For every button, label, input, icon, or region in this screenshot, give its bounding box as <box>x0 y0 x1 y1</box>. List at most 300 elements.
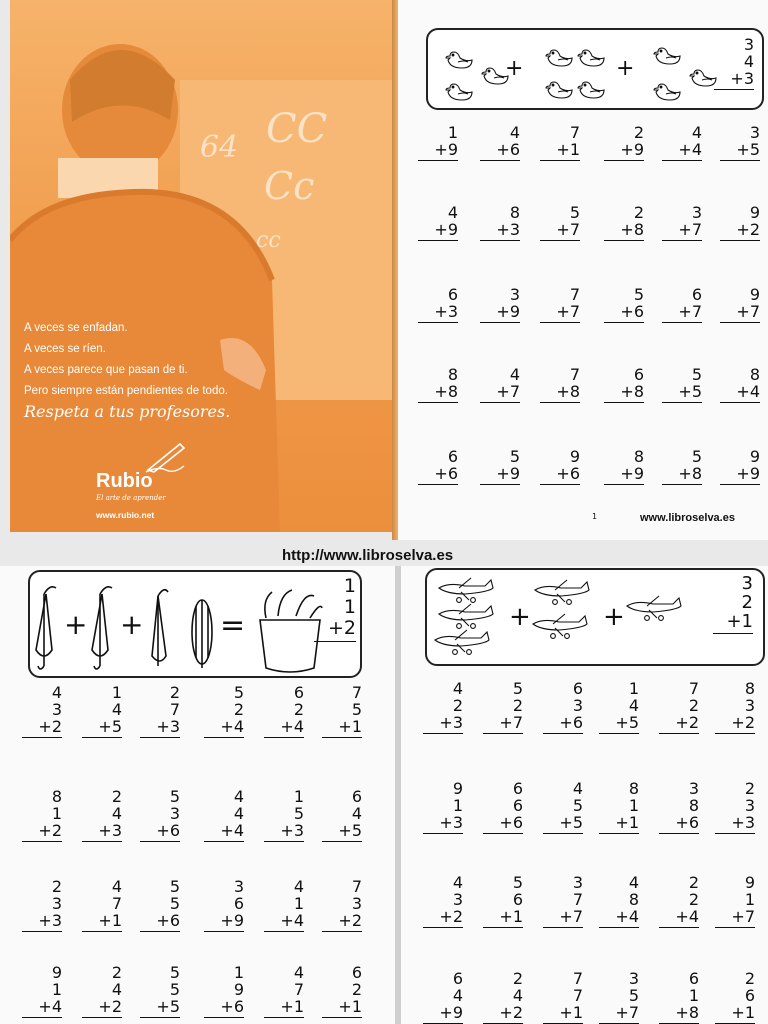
operand: 1 <box>628 679 639 698</box>
operand: 6 <box>293 683 304 702</box>
addition-exercise <box>540 204 580 241</box>
addition-exercise <box>715 780 755 834</box>
operand: +5 <box>615 713 639 732</box>
operand: 2 <box>688 696 699 715</box>
addition-exercise <box>599 874 639 928</box>
answer-line <box>483 833 523 834</box>
addition-exercise <box>604 286 644 323</box>
answer-line <box>480 484 520 485</box>
operand: 9 <box>51 963 62 982</box>
operand: +9 <box>620 140 644 159</box>
operand: +7 <box>496 382 520 401</box>
answer-line <box>82 1017 122 1018</box>
answer-line <box>599 733 639 734</box>
operand: +3 <box>156 717 180 736</box>
board-text: cc <box>256 228 281 253</box>
addition-exercise <box>418 124 458 161</box>
answer-line <box>204 1017 244 1018</box>
answer-line <box>662 402 702 403</box>
operand: 3 <box>51 894 62 913</box>
answer-line <box>423 833 463 834</box>
answer-line <box>540 484 580 485</box>
operand: 2 <box>688 873 699 892</box>
operand: 1 <box>688 986 699 1005</box>
operand: 3 <box>744 796 755 815</box>
operand: +8 <box>678 464 702 483</box>
operand: +9 <box>434 140 458 159</box>
addition-exercise <box>540 124 580 161</box>
operand: 5 <box>572 796 583 815</box>
operand: 9 <box>569 447 580 466</box>
answer-line <box>662 160 702 161</box>
operand: 9 <box>749 203 760 222</box>
operand: 2 <box>111 787 122 806</box>
operand: +4 <box>280 717 304 736</box>
operand: 6 <box>233 894 244 913</box>
addition-exercise <box>659 970 699 1024</box>
operand: 5 <box>169 894 180 913</box>
operand: +3 <box>496 220 520 239</box>
addition-exercise <box>264 684 304 738</box>
answer-line <box>483 927 523 928</box>
operand: +6 <box>496 140 520 159</box>
operand: +3 <box>38 911 62 930</box>
operand: 4 <box>233 804 244 823</box>
operand: +8 <box>620 382 644 401</box>
answer-line <box>140 841 180 842</box>
operand: 1 <box>452 796 463 815</box>
addition-exercise <box>322 964 362 1018</box>
operand: 9 <box>749 447 760 466</box>
addition-exercise <box>543 970 583 1024</box>
operand: +3 <box>98 821 122 840</box>
board-text: 64 <box>200 130 239 165</box>
addition-exercise <box>662 286 702 323</box>
page-number: 1 <box>592 512 598 521</box>
operand: +4 <box>736 382 760 401</box>
addition-exercise <box>483 970 523 1024</box>
addition-exercise <box>418 204 458 241</box>
operand: 3 <box>572 873 583 892</box>
addition-exercise <box>140 684 180 738</box>
operand: 2 <box>633 123 644 142</box>
operand: 8 <box>688 796 699 815</box>
operand: 1 <box>233 963 244 982</box>
answer-line <box>540 240 580 241</box>
operand: +9 <box>439 1003 463 1022</box>
answer-line <box>662 240 702 241</box>
operand: +1 <box>338 997 362 1016</box>
addition-exercise <box>604 366 644 403</box>
operand: 3 <box>744 696 755 715</box>
addition-exercise <box>720 366 760 403</box>
operand: 5 <box>233 683 244 702</box>
addition-exercise <box>662 124 702 161</box>
operand: +2 <box>439 907 463 926</box>
operand: 8 <box>628 779 639 798</box>
operand: 4 <box>572 779 583 798</box>
operand: +6 <box>675 813 699 832</box>
operand: 3 <box>233 877 244 896</box>
operand: 4 <box>233 787 244 806</box>
answer-line <box>418 160 458 161</box>
duck-icon <box>428 30 728 108</box>
answer-line <box>418 484 458 485</box>
answer-line <box>82 931 122 932</box>
operand: 2 <box>452 696 463 715</box>
addition-exercise <box>423 680 463 734</box>
operand: 3 <box>51 700 62 719</box>
plus-sign: + <box>120 608 144 641</box>
operand: +1 <box>280 997 304 1016</box>
operand: 8 <box>744 679 755 698</box>
operand: 2 <box>233 700 244 719</box>
operand: 2 <box>293 700 304 719</box>
addition-exercise <box>82 878 122 932</box>
operand: 8 <box>628 890 639 909</box>
operand: 6 <box>512 779 523 798</box>
operand: +9 <box>496 302 520 321</box>
operand: +6 <box>556 464 580 483</box>
answer-line <box>715 733 755 734</box>
footer-url: www.libroselva.es <box>640 512 735 524</box>
operand: +2 <box>38 717 62 736</box>
addition-exercise <box>423 874 463 928</box>
example-sum: 3 4 +3 <box>714 36 754 90</box>
addition-exercise <box>418 286 458 323</box>
operand: 6 <box>512 796 523 815</box>
answer-line <box>604 402 644 403</box>
plus-sign: + <box>505 56 524 81</box>
operand: +5 <box>559 813 583 832</box>
operand: +7 <box>678 302 702 321</box>
addition-exercise <box>483 680 523 734</box>
operand: 6 <box>691 285 702 304</box>
operand: 8 <box>509 203 520 222</box>
operand: 3 <box>691 203 702 222</box>
operand: 7 <box>569 365 580 384</box>
answer-line <box>418 322 458 323</box>
operand: 5 <box>569 203 580 222</box>
operand: 1 <box>51 804 62 823</box>
operand: 3 <box>749 123 760 142</box>
addition-exercise <box>480 366 520 403</box>
answer-line <box>715 927 755 928</box>
brand-url: www.rubio.net <box>96 510 155 520</box>
addition-exercise <box>540 366 580 403</box>
addition-exercise <box>599 970 639 1024</box>
operand: 1 <box>744 890 755 909</box>
operand: 6 <box>572 679 583 698</box>
addition-exercise <box>418 366 458 403</box>
addition-exercise <box>82 684 122 738</box>
operand: 7 <box>569 123 580 142</box>
operand: 8 <box>51 787 62 806</box>
pen-logo-icon <box>144 440 188 474</box>
answer-line <box>599 927 639 928</box>
answer-line <box>22 931 62 932</box>
operand: +9 <box>220 911 244 930</box>
operand: 5 <box>691 365 702 384</box>
operand: +7 <box>556 220 580 239</box>
operand: 9 <box>749 285 760 304</box>
example-box <box>28 570 362 678</box>
operand: +6 <box>434 464 458 483</box>
worksheet-page-1 <box>398 0 768 540</box>
answer-line <box>604 484 644 485</box>
operand: +5 <box>156 997 180 1016</box>
operand: 8 <box>633 447 644 466</box>
operand: 6 <box>351 963 362 982</box>
operand: 9 <box>233 980 244 999</box>
cover-script-text: Respeta a tus profesores. <box>24 402 231 421</box>
operand: 3 <box>452 890 463 909</box>
operand: +1 <box>731 1003 755 1022</box>
operand: 3 <box>351 894 362 913</box>
answer-line <box>140 931 180 932</box>
answer-line <box>720 160 760 161</box>
answer-line <box>480 322 520 323</box>
operand: +7 <box>499 713 523 732</box>
answer-line <box>543 927 583 928</box>
cover-text-line: Pero siempre están pendientes de todo. <box>24 385 228 397</box>
operand: 4 <box>447 203 458 222</box>
answer-line <box>264 841 304 842</box>
addition-exercise <box>543 780 583 834</box>
cover-text-line: A veces se enfadan. <box>24 322 128 334</box>
addition-exercise <box>720 286 760 323</box>
addition-exercise <box>599 780 639 834</box>
answer-line <box>480 160 520 161</box>
site-url-banner: http://www.libroselva.es <box>282 547 454 564</box>
answer-line <box>543 733 583 734</box>
operand: 5 <box>169 877 180 896</box>
addition-exercise <box>715 874 755 928</box>
operand: 5 <box>691 447 702 466</box>
addition-exercise <box>480 204 520 241</box>
answer-line <box>423 733 463 734</box>
operand: 3 <box>169 804 180 823</box>
operand: 7 <box>688 679 699 698</box>
operand: 2 <box>351 980 362 999</box>
operand: +5 <box>98 717 122 736</box>
operand: +3 <box>439 813 463 832</box>
operand: +8 <box>434 382 458 401</box>
operand: +3 <box>731 813 755 832</box>
answer-line <box>204 841 244 842</box>
operand: 7 <box>572 969 583 988</box>
addition-exercise <box>662 448 702 485</box>
operand: 4 <box>691 123 702 142</box>
operand: +5 <box>678 382 702 401</box>
operand: 9 <box>744 873 755 892</box>
operand: +2 <box>338 911 362 930</box>
answer-line <box>720 240 760 241</box>
addition-exercise <box>604 204 644 241</box>
operand: 4 <box>509 365 520 384</box>
addition-exercise <box>483 874 523 928</box>
operand: 1 <box>293 787 304 806</box>
operand: 2 <box>51 877 62 896</box>
addition-exercise <box>480 124 520 161</box>
operand: +4 <box>220 821 244 840</box>
addition-exercise <box>264 878 304 932</box>
operand: 4 <box>111 877 122 896</box>
answer-line <box>322 841 362 842</box>
operand: +4 <box>678 140 702 159</box>
answer-line <box>480 240 520 241</box>
addition-exercise <box>662 204 702 241</box>
addition-exercise <box>480 286 520 323</box>
addition-exercise <box>264 964 304 1018</box>
operand: 4 <box>111 804 122 823</box>
brand-tagline: El arte de aprender <box>96 494 166 502</box>
operand: 8 <box>749 365 760 384</box>
operand: +2 <box>499 1003 523 1022</box>
operand: 4 <box>293 963 304 982</box>
answer-line <box>480 402 520 403</box>
operand: +7 <box>736 302 760 321</box>
addition-exercise <box>82 788 122 842</box>
addition-exercise <box>659 680 699 734</box>
answer-line <box>204 737 244 738</box>
operand: +6 <box>220 997 244 1016</box>
cover-page <box>10 0 392 532</box>
operand: 5 <box>509 447 520 466</box>
operand: 5 <box>512 873 523 892</box>
operand: 6 <box>512 890 523 909</box>
example-sum: 3 2 +1 <box>713 574 753 634</box>
operand: +5 <box>338 821 362 840</box>
example-sum: 1 1 +2 <box>314 576 356 642</box>
operand: +8 <box>556 382 580 401</box>
answer-line <box>720 322 760 323</box>
addition-exercise <box>423 780 463 834</box>
operand: +1 <box>559 1003 583 1022</box>
answer-line <box>264 931 304 932</box>
answer-line <box>418 402 458 403</box>
operand: +7 <box>678 220 702 239</box>
answer-line <box>540 402 580 403</box>
operand: 4 <box>628 873 639 892</box>
operand: +1 <box>556 140 580 159</box>
answer-line <box>204 931 244 932</box>
operand: +4 <box>675 907 699 926</box>
addition-exercise <box>599 680 639 734</box>
answer-line <box>540 322 580 323</box>
answer-line <box>22 737 62 738</box>
operand: +1 <box>338 717 362 736</box>
operand: 4 <box>51 683 62 702</box>
operand: +7 <box>731 907 755 926</box>
operand: +7 <box>615 1003 639 1022</box>
operand: +2 <box>98 997 122 1016</box>
operand: +6 <box>156 821 180 840</box>
operand: 6 <box>447 447 458 466</box>
addition-exercise <box>720 204 760 241</box>
operand: 7 <box>293 980 304 999</box>
answer-line <box>604 160 644 161</box>
operand: +5 <box>736 140 760 159</box>
brand-logo: Rubio <box>96 470 153 492</box>
answer-line <box>720 484 760 485</box>
operand: 4 <box>452 986 463 1005</box>
answer-line <box>540 160 580 161</box>
answer-line <box>659 927 699 928</box>
addition-exercise <box>22 878 62 932</box>
board-text: CC <box>266 106 328 152</box>
plus-sign: + <box>509 602 531 632</box>
example-box <box>426 28 764 110</box>
addition-exercise <box>22 684 62 738</box>
operand: +4 <box>38 997 62 1016</box>
addition-exercise <box>322 788 362 842</box>
operand: +3 <box>280 821 304 840</box>
operand: +4 <box>615 907 639 926</box>
answer-line <box>22 841 62 842</box>
operand: 7 <box>169 700 180 719</box>
operand: 3 <box>628 969 639 988</box>
addition-exercise <box>22 788 62 842</box>
addition-exercise <box>423 970 463 1024</box>
addition-exercise <box>662 366 702 403</box>
operand: +6 <box>156 911 180 930</box>
addition-exercise <box>540 448 580 485</box>
answer-line <box>418 240 458 241</box>
operand: 7 <box>111 894 122 913</box>
operand: 2 <box>512 696 523 715</box>
operand: 1 <box>111 683 122 702</box>
answer-line <box>264 1017 304 1018</box>
operand: 2 <box>169 683 180 702</box>
answer-line <box>662 322 702 323</box>
plane-icon <box>427 570 727 664</box>
answer-line <box>720 402 760 403</box>
answer-line <box>322 737 362 738</box>
addition-exercise <box>659 780 699 834</box>
answer-line <box>543 833 583 834</box>
operand: 5 <box>633 285 644 304</box>
operand: 7 <box>351 683 362 702</box>
operand: 4 <box>111 700 122 719</box>
operand: 5 <box>169 787 180 806</box>
addition-exercise <box>720 124 760 161</box>
addition-exercise <box>720 448 760 485</box>
operand: 5 <box>293 804 304 823</box>
addition-exercise <box>715 680 755 734</box>
answer-line <box>82 737 122 738</box>
operand: +4 <box>220 717 244 736</box>
operand: 9 <box>452 779 463 798</box>
operand: 7 <box>572 986 583 1005</box>
addition-exercise <box>140 964 180 1018</box>
operand: 3 <box>509 285 520 304</box>
operand: 4 <box>452 873 463 892</box>
operand: 6 <box>447 285 458 304</box>
operand: 1 <box>447 123 458 142</box>
addition-exercise <box>604 124 644 161</box>
addition-exercise <box>322 684 362 738</box>
operand: +6 <box>559 713 583 732</box>
addition-exercise <box>715 970 755 1024</box>
operand: 5 <box>169 980 180 999</box>
operand: 1 <box>51 980 62 999</box>
worksheet-page-2 <box>0 566 395 1024</box>
answer-line <box>82 841 122 842</box>
addition-exercise <box>140 878 180 932</box>
addition-exercise <box>543 874 583 928</box>
cover-text-line: A veces se ríen. <box>24 343 106 355</box>
